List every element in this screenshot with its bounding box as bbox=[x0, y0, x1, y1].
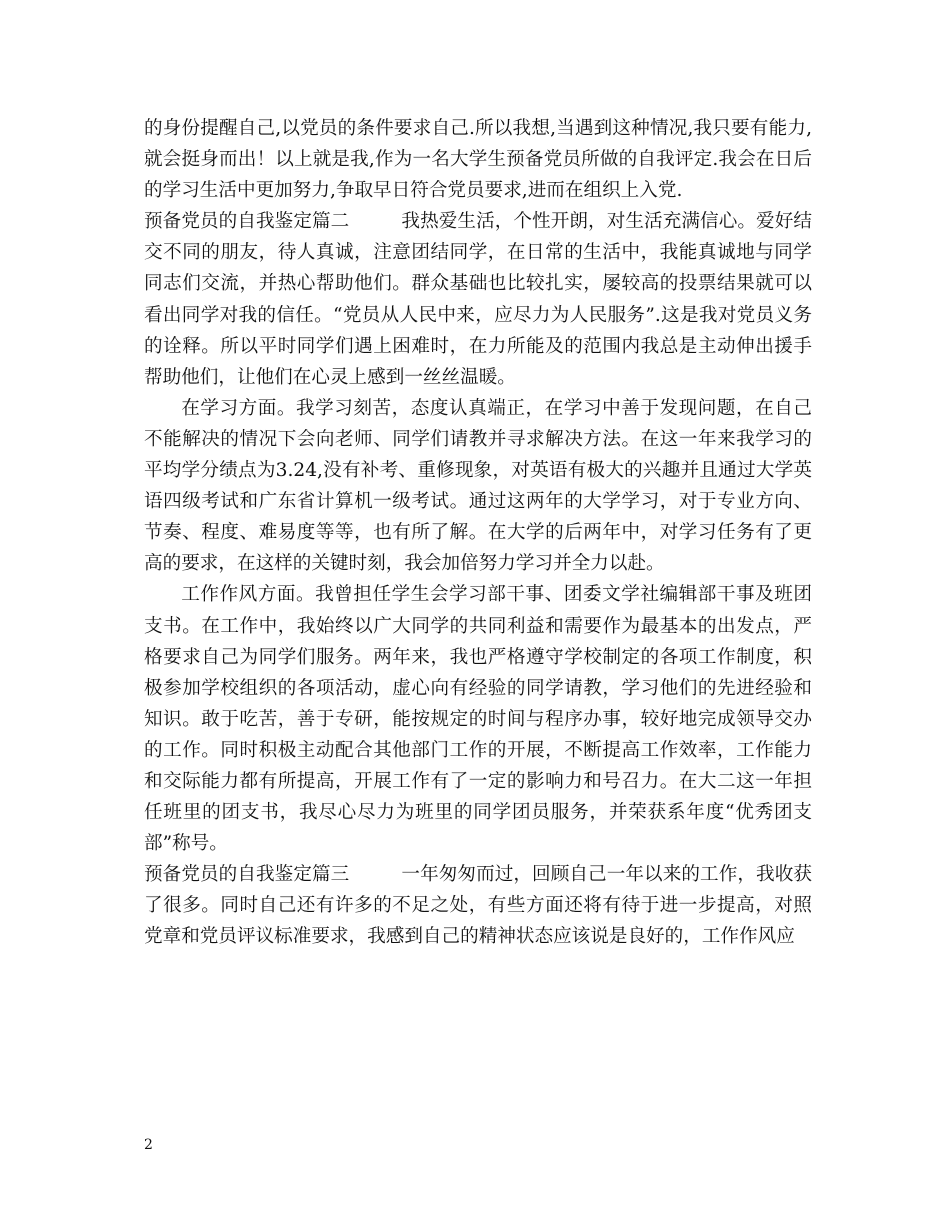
section-three-text: 一年匆匆而过，回顾自己一年以来的工作，我收获了很多。同时自己还有许多的不足之处，有些方面还将有待于进一步提高，对照党章和党员评议标准要求，我感到自己的精神状态应该说是良好的，工作作风应 bbox=[144, 864, 812, 948]
section-three-heading: 预备党员的自我鉴定篇三 bbox=[144, 864, 350, 886]
paragraph-continued: 的身份提醒自己,以党员的条件要求自己.所以我想,当遇到这种情况,我只要有能力,就会挺身而出！以上就是我,作为一名大学生预备党员所做的自我评定.我会在日后的学习生活中更加努力,争取早日符合党员要求,进而在组织上入党. bbox=[144, 118, 812, 202]
section-two-paragraph bbox=[144, 206, 812, 393]
work-paragraph: 工作作风方面。我曾担任学生会学习部干事、团委文学社编辑部干事及班团支书。在工作中，我始终以广大同学的共同利益和需要作为最基本的出发点，严格要求自己为同学们服务。两年来，我也严格遵守学校制定的各项工作制度，积极参加学校组织的各项活动，虚心向有经验的同学请教，学习他们的先进经验和知识。敢于吃苦，善于专研，能按规定的时间与程序办事，较好地完成领导交办的工作。同时积极主动配合其他部门工作的开展，不断提高工作效率，工作能力和交际能力都有所提高，开展工作有了一定的影响力和号召力。在大二这一年担任班里的团支书，我尽心尽力为班里的同学团员服务，并荣获系年度“优秀团支部”称号。 bbox=[144, 584, 812, 855]
section-three-paragraph bbox=[144, 859, 812, 952]
page-number: 2 bbox=[144, 1137, 153, 1153]
study-paragraph: 在学习方面。我学习刻苦，态度认真端正，在学习中善于发现问题，在自己不能解决的情况下会向老师、同学们请教并寻求解决方法。在这一年来我学习的平均学分绩点为3.24,没有补考、重修现象，对英语有极大的兴趣并且通过大学英语四级考试和广东省计算机一级考试。通过这两年的大学学习，对于专业方向、节奏、程度、难易度等等，也有所了解。在大学的后两年中，对学习任务有了更高的要求，在这样的关键时刻，我会加倍努力学习并全力以赴。 bbox=[144, 397, 812, 575]
document-body bbox=[144, 113, 812, 953]
section-two-text: 我热爱生活，个性开朗，对生活充满信心。爱好结交不同的朋友，待人真诚，注意团结同学，在日常的生活中，我能真诚地与同学同志们交流，并热心帮助他们。群众基础也比较扎实，屡较高的投票结果就可以看出同学对我的信任。“党员从人民中来，应尽力为人民服务”.这是我对党员义务的诠释。所以平时同学们遇上困难时，在力所能及的范围内我总是主动伸出援手帮助他们，让他们在心灵上感到一丝丝温暖。 bbox=[144, 211, 812, 388]
section-two-heading: 预备党员的自我鉴定篇二 bbox=[144, 211, 350, 233]
